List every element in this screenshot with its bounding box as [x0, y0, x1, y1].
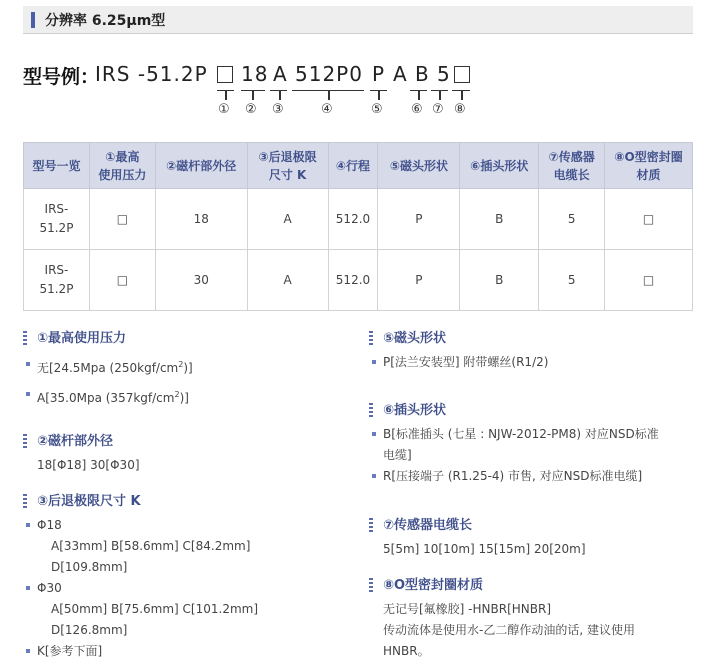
index-label-3: ③ [272, 102, 284, 117]
list-item: R[压接端子 (R1.25-4) 市售, 对应NSD标准电缆] [369, 466, 699, 487]
section-title: ⑤磁头形状 [369, 330, 699, 348]
section-text: HNBR。 [383, 644, 430, 658]
title-accent-bar [31, 12, 35, 28]
cell-cable: 5 [539, 189, 605, 250]
section-seal [369, 577, 699, 662]
cell-plug: B [460, 189, 539, 250]
cell-diameter: 18 [155, 189, 247, 250]
col-header-stroke: ④行程 [328, 143, 378, 189]
section-retract [23, 493, 343, 662]
list-item: K[参考下面] [23, 641, 343, 662]
table-row [24, 250, 693, 311]
section-title: ⑧O型密封圈材质 [369, 577, 699, 595]
section-title: ③后退极限尺寸 K [23, 493, 343, 511]
section-text: 18[Φ18] 30[Φ30] [37, 458, 140, 472]
index-label-8: ⑧ [454, 102, 466, 117]
col-header-cable: ⑦传感器 电缆长 [539, 143, 605, 189]
cell-pressure: □ [89, 250, 155, 311]
model-part-head: P [372, 62, 386, 86]
list-item: Φ30 [23, 578, 343, 599]
cell-model: IRS- 51.2P [24, 189, 90, 250]
model-part-base: IRS -51.2P [95, 62, 208, 86]
section-cable [369, 517, 699, 560]
list-item-detail: D[126.8mm] [51, 623, 128, 637]
list-item-detail: D[109.8mm] [51, 560, 128, 574]
list-item: 无[24.5Mpa $(250kgf/cm^2)$] [23, 354, 343, 379]
index-label-4: ④ [321, 102, 333, 117]
col-header-head: ⑤磁头形状 [378, 143, 460, 189]
col-header-pressure: ①最高 使用压力 [89, 143, 155, 189]
section-title: ②磁杆部外径 [23, 433, 343, 451]
cell-stroke: 512.0 [328, 250, 378, 311]
list-item-detail: A[50mm] B[75.6mm] C[101.2mm] [51, 602, 259, 616]
section-title: ⑦传感器电缆长 [369, 517, 699, 535]
section-title: ①最高使用压力 [23, 330, 343, 348]
section-head [369, 330, 699, 373]
list-item: Φ18 [23, 515, 343, 536]
col-header-seal: ⑧O型密封圈 材质 [605, 143, 693, 189]
cell-plug: B [460, 250, 539, 311]
index-label-1: ① [218, 102, 230, 117]
cell-seal: □ [605, 189, 693, 250]
cell-seal: □ [605, 250, 693, 311]
list-item: B[标准插头 (七星 : NJW-2012-PM8) 对应NSD标准 电缆] [369, 424, 699, 466]
section-title-band [23, 6, 693, 34]
section-plug [369, 402, 699, 487]
model-part-plug: B [415, 62, 430, 86]
model-part-extra: A [393, 62, 408, 86]
index-label-5: ⑤ [371, 102, 383, 117]
table-header-row [24, 143, 693, 189]
list-item: P[法兰安装型] 附带螺丝(R1/2) [369, 352, 699, 373]
cell-pressure: □ [89, 189, 155, 250]
index-label-2: ② [245, 102, 257, 117]
cell-model: IRS- 51.2P [24, 250, 90, 311]
index-label-6: ⑥ [411, 102, 423, 117]
section-text: 传动流体是使用水-乙二醇作动油的话, 建议使用 [383, 623, 635, 637]
cell-retract: A [247, 189, 328, 250]
section-text: 5[5m] 10[10m] 15[15m] 20[20m] [383, 542, 586, 556]
list-item-detail: A[33mm] B[58.6mm] C[84.2mm] [51, 539, 251, 553]
col-header-retract: ③后退极限 尺寸 K [247, 143, 328, 189]
cell-cable: 5 [539, 250, 605, 311]
model-part-retract: A [273, 62, 288, 86]
model-part-box-2 [454, 66, 470, 83]
col-header-model: 型号一览 [24, 143, 90, 189]
section-text: 无记号[氟橡胶] -HNBR[HNBR] [383, 602, 552, 616]
section-title: ⑥插头形状 [369, 402, 699, 420]
cell-diameter: 30 [155, 250, 247, 311]
cell-stroke: 512.0 [328, 189, 378, 250]
model-part-diameter: 18 [241, 62, 269, 86]
cell-head: P [378, 189, 460, 250]
section-diameter [23, 433, 343, 476]
section-pressure [23, 330, 343, 409]
col-header-plug: ⑥插头形状 [460, 143, 539, 189]
list-item: A[35.0Mpa $(357kgf/cm^2)$] [23, 384, 343, 409]
page-title: 分辨率 6.25μm型 [45, 13, 166, 29]
cell-head: P [378, 250, 460, 311]
spec-table [23, 142, 693, 311]
model-part-cable: 5 [437, 62, 451, 86]
index-label-7: ⑦ [432, 102, 444, 117]
cell-retract: A [247, 250, 328, 311]
model-part-box-1 [217, 66, 233, 83]
model-label: 型号例： [23, 66, 100, 88]
col-header-diameter: ②磁杆部外径 [155, 143, 247, 189]
table-row [24, 189, 693, 250]
model-part-stroke: 512P0 [295, 62, 363, 86]
